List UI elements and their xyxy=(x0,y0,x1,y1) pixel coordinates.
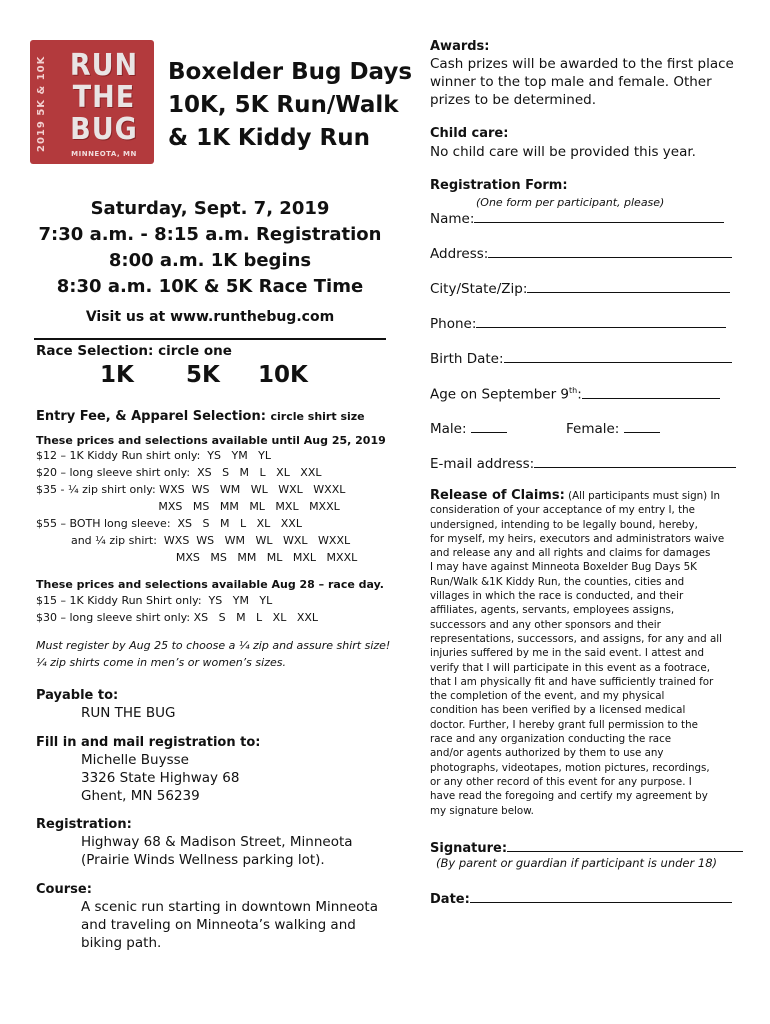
signature-field[interactable] xyxy=(430,840,743,856)
logo-run: RUN xyxy=(69,48,139,83)
zip-shirt-note: Must register by Aug 25 to choose a ¼ zip and assure shirt size! ¼ zip shirts come in men’s or women’s sizes. xyxy=(36,639,391,669)
release-line: doctor. Further, I hereby grant full permission to the xyxy=(430,718,698,731)
page-title xyxy=(168,56,418,155)
release-line: photographs, videotapes, motion pictures, recordings, xyxy=(430,761,710,774)
release-line: or any other record of this event for any purpose. I xyxy=(430,775,692,788)
awards-line-2: winner to the top male and female. Other xyxy=(430,74,712,90)
email-field[interactable] xyxy=(430,456,736,472)
signature-input-line[interactable] xyxy=(507,840,743,852)
age-field-sup: th xyxy=(569,386,578,395)
awards-line-3: prizes to be determined. xyxy=(430,92,597,108)
price-line[interactable]: $12 – 1K Kiddy Run shirt only: YS YM YL xyxy=(36,449,272,462)
mail-address xyxy=(81,751,239,805)
release-in: In xyxy=(710,490,721,502)
release-line: for myself, my heirs, executors and administrators waive xyxy=(430,532,725,545)
registration-form-subtitle: (One form per participant, please) xyxy=(476,196,665,209)
release-line: villages in which the race is conducted, and their xyxy=(430,590,684,603)
price-line[interactable]: $55 – BOTH long sleeve: XS S M L XL XXL xyxy=(36,517,302,530)
mail-name: Michelle Buysse xyxy=(81,752,189,768)
entry-heading-sub: circle shirt size xyxy=(270,410,365,423)
late-price-list xyxy=(36,592,318,626)
release-sub: (All participants must sign) xyxy=(568,490,708,502)
signature-note: (By parent or guardian if participant is under 18) xyxy=(436,856,718,870)
age-field-label: Age on September 9 xyxy=(430,386,570,403)
mail-city: Ghent, MN 56239 xyxy=(81,788,200,804)
title-line-1: Boxelder Bug Days xyxy=(168,59,413,85)
female-field[interactable] xyxy=(566,421,660,437)
course-label: Course: xyxy=(36,882,92,897)
birth-date-field[interactable] xyxy=(430,351,732,367)
price-line[interactable]: MXS MS MM ML MXL MXXL xyxy=(36,551,358,564)
event-registration-time: 7:30 a.m. - 8:15 a.m. Registration xyxy=(38,224,382,245)
registration-location-line-1: Highway 68 & Madison Street, Minneota xyxy=(81,834,353,850)
event-1k-start: 8:00 a.m. 1K begins xyxy=(108,250,312,271)
event-schedule xyxy=(30,196,390,300)
price-line[interactable]: $35 - ¼ zip shirt only: WXS WS WM WL WXL WXXL xyxy=(36,483,346,496)
price-line[interactable]: and ¼ zip shirt: WXS WS WM WL WXL WXXL xyxy=(36,534,351,547)
awards-text xyxy=(430,55,734,109)
city-state-zip-field[interactable] xyxy=(430,281,730,297)
payable-value: RUN THE BUG xyxy=(81,705,176,721)
release-line: successors and any other sponsors and their xyxy=(430,618,661,631)
release-line: and release any and all rights and claims for damages xyxy=(430,547,711,560)
age-input-line[interactable] xyxy=(582,387,720,399)
release-of-claims xyxy=(430,488,740,818)
mail-street: 3326 State Highway 68 xyxy=(81,770,240,786)
price-line[interactable]: $20 – long sleeve shirt only: XS S M L XL XXL xyxy=(36,466,322,479)
price-line[interactable]: $30 – long sleeve shirt only: XS S M L XL XXL xyxy=(36,611,319,624)
registration-location-label: Registration: xyxy=(36,817,132,832)
release-line: and/or agents authorized by them to use any xyxy=(430,747,664,760)
release-line: condition has been verified by a licensed medical xyxy=(430,704,686,717)
email-field-label: E-mail address: xyxy=(430,456,535,472)
address-field-label: Address: xyxy=(430,246,489,262)
male-input-line[interactable] xyxy=(471,421,507,433)
phone-input-line[interactable] xyxy=(476,316,726,328)
name-field[interactable] xyxy=(430,211,724,227)
city-input-line[interactable] xyxy=(527,281,730,293)
release-line: my signature below. xyxy=(430,804,534,817)
title-line-3: & 1K Kiddy Run xyxy=(168,125,370,151)
registration-location xyxy=(81,833,353,869)
release-line: undersigned, intending to be legally bound, hereby, xyxy=(430,518,698,531)
awards-label: Awards: xyxy=(430,39,490,54)
release-line: verify that I will participate in this event as a footrace, xyxy=(430,661,711,674)
signature-label: Signature: xyxy=(430,841,508,856)
awards-line-1: Cash prizes will be awarded to the first place xyxy=(430,56,734,72)
release-line: I may have against Minneota Boxelder Bug Days 5K xyxy=(430,561,697,574)
release-line: have read the foregoing and certify my agreement by xyxy=(430,790,708,803)
race-option-1k[interactable]: 1K xyxy=(100,362,134,388)
child-care-text: No child care will be provided this year. xyxy=(430,144,696,160)
race-selection-label: Race Selection: circle one xyxy=(36,343,232,359)
logo-side-text: 2019 5K & 10K xyxy=(36,55,47,153)
event-date: Saturday, Sept. 7, 2019 xyxy=(90,198,330,219)
date-field[interactable] xyxy=(430,891,732,907)
age-field-colon: : xyxy=(577,386,582,403)
payable-label: Payable to: xyxy=(36,688,119,703)
price-line[interactable]: $15 – 1K Kiddy Run Shirt only: YS YM YL xyxy=(36,594,273,607)
mail-label: Fill in and mail registration to: xyxy=(36,735,261,750)
phone-field[interactable] xyxy=(430,316,726,332)
birth-date-label: Birth Date: xyxy=(430,351,504,367)
title-line-2: 10K, 5K Run/Walk xyxy=(168,92,399,118)
release-line: that I am physically fit and have sufficiently trained for xyxy=(430,675,714,688)
release-line: affiliates, agents, servants, employees assigns, xyxy=(430,604,675,617)
course-line-2: and traveling on Minneota’s walking and xyxy=(81,917,356,933)
age-field[interactable] xyxy=(430,386,720,403)
price-line[interactable]: MXS MS MM ML MXL MXXL xyxy=(36,500,340,513)
run-the-bug-logo xyxy=(30,40,154,164)
name-input-line[interactable] xyxy=(474,211,724,223)
email-input-line[interactable] xyxy=(534,456,736,468)
release-line: consideration of your acceptance of my entry I, the xyxy=(430,504,695,517)
logo-city: MINNEOTA, MN xyxy=(71,150,137,158)
address-field[interactable] xyxy=(430,246,732,262)
early-price-heading: These prices and selections available until Aug 25, 2019 xyxy=(36,434,386,447)
release-line: injuries suffered by me in the said event. I attest and xyxy=(430,647,704,660)
birth-date-input-line[interactable] xyxy=(504,351,732,363)
website-link[interactable]: Visit us at www.runthebug.com xyxy=(85,309,335,325)
date-input-line[interactable] xyxy=(470,891,732,903)
course-line-1: A scenic run starting in downtown Minneota xyxy=(81,899,378,915)
release-line: Run/Walk &1K Kiddy Run, the counties, cities and xyxy=(430,575,685,588)
date-label: Date: xyxy=(430,892,470,907)
phone-field-label: Phone: xyxy=(430,316,477,332)
release-line: the completion of the event, and my physical xyxy=(430,690,665,703)
registration-location-line-2: (Prairie Winds Wellness parking lot). xyxy=(81,852,325,868)
logo-bug: BUG xyxy=(70,112,138,147)
registration-form-label: Registration Form: xyxy=(430,178,568,193)
late-price-heading: These prices and selections available Aug 28 – race day. xyxy=(36,578,384,591)
male-field-label: Male: xyxy=(430,421,467,437)
logo-the: THE xyxy=(72,80,136,115)
early-price-list xyxy=(36,447,357,566)
race-option-10k[interactable]: 10K xyxy=(258,362,308,388)
female-field-label: Female: xyxy=(566,421,620,437)
course-description xyxy=(81,898,378,952)
section-divider xyxy=(34,338,386,340)
address-input-line[interactable] xyxy=(488,246,732,258)
male-field[interactable] xyxy=(430,421,507,437)
release-label: Release of Claims: xyxy=(430,488,565,503)
course-line-3: biking path. xyxy=(81,935,162,951)
race-option-5k[interactable]: 5K xyxy=(186,362,220,388)
name-field-label: Name: xyxy=(430,211,475,227)
event-race-time: 8:30 a.m. 10K & 5K Race Time xyxy=(56,276,364,297)
child-care-label: Child care: xyxy=(430,126,509,141)
release-line: race and any organization conducting the race xyxy=(430,733,672,746)
release-line: representations, successors, and assigns, for any and all xyxy=(430,632,722,645)
entry-heading-text: Entry Fee, & Apparel Selection: xyxy=(36,409,266,424)
entry-fee-heading xyxy=(36,409,365,424)
female-input-line[interactable] xyxy=(624,421,660,433)
city-field-label: City/State/Zip: xyxy=(430,281,528,297)
